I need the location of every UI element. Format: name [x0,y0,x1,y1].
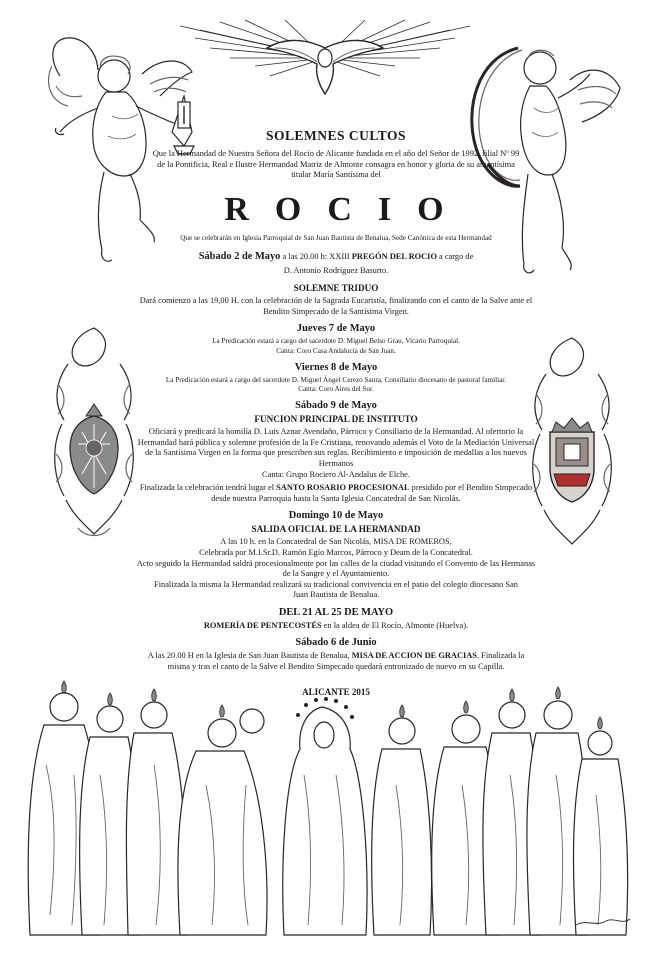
romeria-heading: DEL 21 AL 25 DE MAYO [278,606,394,618]
pregon-date: Sábado 2 de Mayo [198,250,281,262]
ornament-left-illustration [48,324,140,544]
main-title: ROCIO [224,190,470,228]
ornament-right-illustration [526,334,618,554]
junio-title: MISA DE ACCION DE GRACIAS [351,651,477,661]
intro-text: Que la Hermandad de Nuestra Señora del Rocío de Alicante fundada en el año del Señor de 1992, filial Nº 99 de la Pontificia, Real e Ilustre Hermandad Matriz de Almonte consagra en honor y gloria de su amantísima titular María Santísima del [152,149,520,180]
event-program [136,128,536,697]
viernes-heading: Viernes 8 de Mayo [294,361,378,373]
triduo-heading: SOLEMNE TRIDUO [293,283,379,294]
jueves-choir: Canta: Coro Casa Andalucía de San Juan. [276,346,396,355]
pregon-speaker: D. Antonio Rodríguez Basurto. [283,265,389,275]
domingo-line-1: A las 10 h. en la Concatedral de San Nicolás, MISA DE ROMEROS, [220,537,452,547]
dove-icon [175,18,475,106]
page-title: SOLEMNES CULTOS [266,128,406,143]
footer-city: ALICANTE 2015 [302,686,370,697]
location-text: Que se celebrarán en Iglesia Parroquial de San Juan Bautista de Benalua, Sede Canónica de esta Hermandad [180,233,492,242]
sabado9-text: Oficiará y predicará la homilía D. Luis Aznar Avendaño, Párroco y Consiliario de la Hermandad. Al ofertorio la Hermandad hará pública y solemne profesión de la Fe Cristiana, renovando además el Voto de la Mediación Universal de la Santísima Virgen en la forma que prescriben sus reglas. Recibimiento e imposición de medallas a los nuevos Hermanos [137,427,535,468]
jueves-heading: Jueves 7 de Mayo [296,323,376,335]
domingo-line-3: Acto seguido la Hermandad saldrá procesionalmente por las calles de la ciudad visitando el Convento de las Hermanas de la Sangre y el Ayuntamiento. [136,558,536,579]
pentecost-scene-illustration [16,655,646,945]
city-shield-icon [550,418,594,502]
rosario-title: SANTO ROSARIO PROCESIONAL [276,483,410,493]
rosario-text: Finalizada la celebración tendrá lugar el SANTO ROSARIO PROCESIONAL presidido por el Bendito Simpecado desde nuestra Parroquia hasta la Santa Iglesia Concatedral de San Nicolás. [139,483,533,503]
sabado9-subheading: FUNCION PRINCIPAL DE INSTITUTO [254,414,418,425]
pregon-title: PREGÓN DEL ROCIO [351,251,437,261]
sabado9-choir: Canta: Grupo Rociero Al-Andalus de Elche. [262,469,410,479]
emblem-left-icon [70,404,118,494]
romeria-text: ROMERÍA DE PENTECOSTÉS en la aldea de El Rocío, Almonte (Huelva). [203,620,469,630]
junio-heading: Sábado 6 de Junio [295,637,377,649]
junio-text: A las 20.00 H en la Iglesia de San Juan Bautista de Benalua, MISA DE ACCION DE GRACIAS. Finalizada la misma y tras el canto de la Salve el Bendito Simpecado quedará entronizado de nuevo en su Capilla. [147,651,525,672]
romeria-title: ROMERÍA DE PENTECOSTÉS [203,620,322,630]
viernes-preacher: La Predicación estará a cargo del sacerdote D. Miguel Ángel Cerezo Saura, Consiliario diocesano de pastoral familiar. [165,375,507,384]
domingo-subheading: SALIDA OFICIAL DE LA HERMANDAD [251,524,421,535]
triduo-text: Dará comienzo a las 19,00 H. con la celebración de la Sagrada Eucaristía, finalizando con el canto de la Salve ante el Bendito Simpecado de la Santísima Virgen. [139,296,533,316]
viernes-choir: Canta: Coro Aires del Sur. [298,384,374,393]
pregon-line: Sábado 2 de Mayo a las 20.00 h: XXIII PREGÓN DEL ROCIO a cargo de [198,250,474,262]
domingo-heading: Domingo 10 de Mayo [288,510,384,522]
jueves-preacher: La Predicación estará a cargo del sacerdote D. Miguel Belso Grau, Vicario Parroquial. [212,337,460,346]
domingo-line-4: Finalizada la misma la Hermandad realizará su tradicional convivencia en el patio del colegio diocesano San Juan Bautista de Benalua. [154,579,518,600]
domingo-line-2: Celebrada por M.I.Sr.D. Ramón Egío Marcos, Párroco y Deam de la Concatedral. [199,547,473,557]
sabado9-heading: Sábado 9 de Mayo [295,400,377,412]
